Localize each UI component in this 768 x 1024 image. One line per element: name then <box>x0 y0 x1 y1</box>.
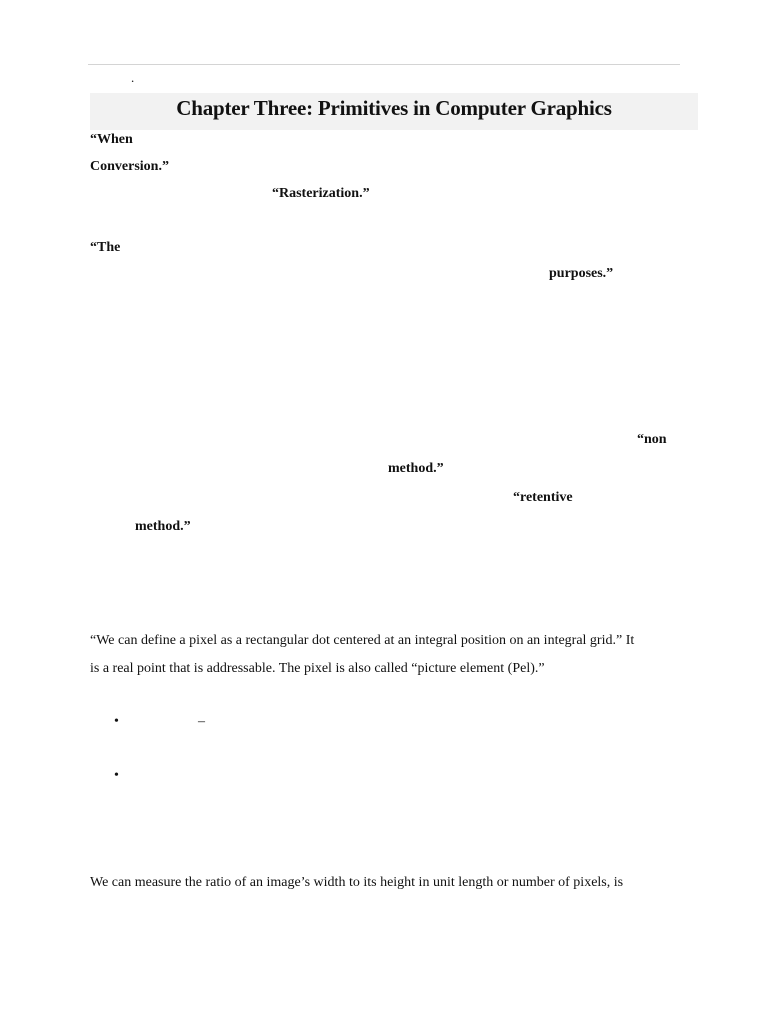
fragment-when: “When <box>90 132 133 147</box>
chapter-title: Chapter Three: Primitives in Computer Graphics <box>176 96 612 120</box>
bullet-marker-1: • <box>114 714 119 729</box>
fragment-purposes: purposes.” <box>549 266 614 281</box>
bullet-dash-1: – <box>198 714 205 729</box>
fragment-non: “non <box>637 432 667 447</box>
fragment-rasterization: “Rasterization.” <box>272 186 370 201</box>
fragment-conversion: Conversion.” <box>90 159 169 174</box>
fragment-retentive: “retentive <box>513 490 573 505</box>
pixel-definition-line-1: “We can define a pixel as a rectangular dot centered at an integral position on an integral grid.” It <box>90 633 635 648</box>
aspect-ratio-line-1: We can measure the ratio of an image’s width to its height in unit length or number of pixels, is <box>90 875 624 890</box>
bullet-marker-2: • <box>114 768 119 783</box>
fragment-method-1: method.” <box>388 461 444 476</box>
chapter-title-band <box>90 93 698 130</box>
header-rule <box>88 64 680 65</box>
header-marker: . <box>131 70 135 85</box>
fragment-method-2: method.” <box>135 519 191 534</box>
fragment-the: “The <box>90 240 121 255</box>
pixel-definition-line-2: is a real point that is addressable. The pixel is also called “picture element (Pel).” <box>90 661 545 676</box>
